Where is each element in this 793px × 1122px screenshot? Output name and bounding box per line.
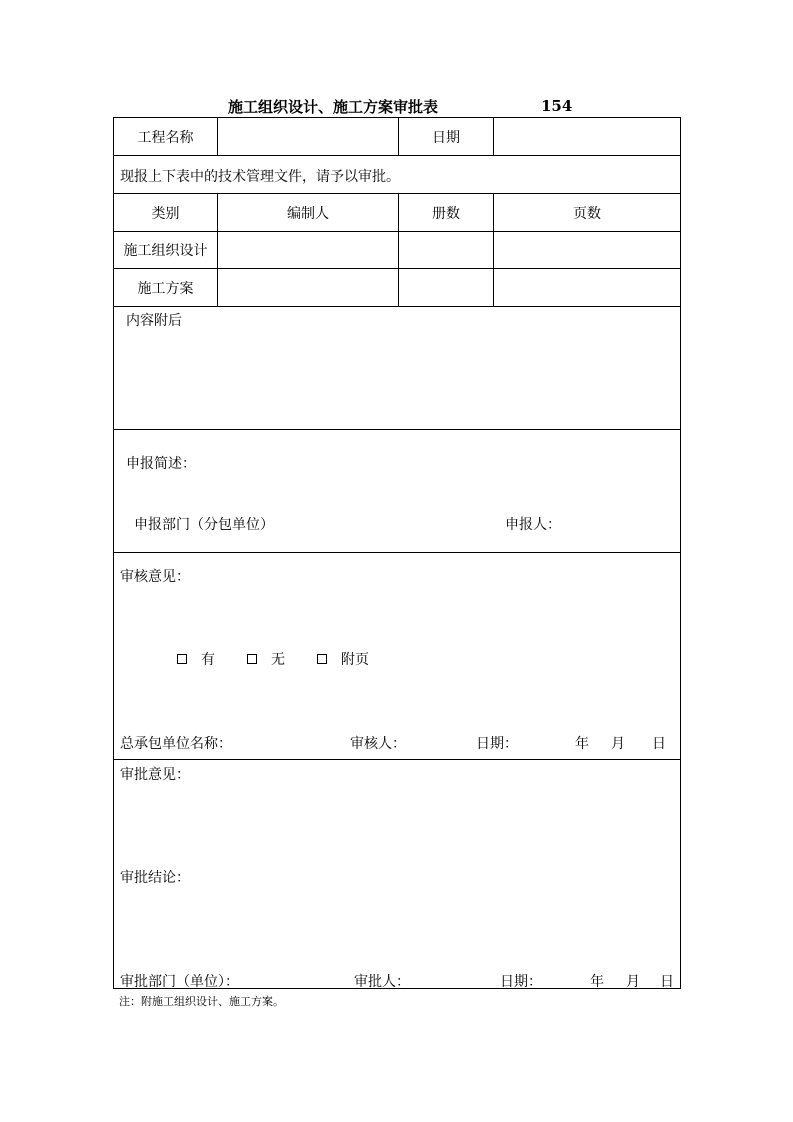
- construction-design-volumes-field[interactable]: [399, 232, 493, 268]
- header-category: 类别: [151, 205, 180, 222]
- date-field[interactable]: [494, 118, 680, 155]
- general-contractor-label: 总承包单位名称：: [120, 736, 232, 752]
- header-pages: 页数: [573, 205, 601, 222]
- construction-plan-pages-field[interactable]: [494, 269, 680, 306]
- section-divider: [114, 552, 680, 553]
- approval-month-label: 月: [626, 974, 640, 990]
- construction-plan-volumes-field[interactable]: [399, 269, 493, 306]
- option-attached-page[interactable]: [317, 649, 369, 669]
- option-yes[interactable]: [177, 649, 215, 669]
- approval-dept-label: 审批部门（单位）：: [120, 974, 239, 990]
- option-yes-label: 有: [201, 652, 215, 668]
- approver-label: 审批人：: [354, 974, 410, 990]
- header-volumes: 册数: [432, 205, 460, 222]
- row-construction-plan: 施工方案: [137, 280, 194, 297]
- option-attached-page-label: 附页: [341, 652, 369, 668]
- project-name-label: 工程名称: [137, 129, 194, 146]
- report-dept-label: 申报部门（分包单位）: [134, 517, 274, 533]
- header-author: 编制人: [287, 205, 329, 222]
- construction-design-author-field[interactable]: [218, 232, 398, 268]
- approval-year-label: 年: [590, 974, 604, 990]
- form-number: 154: [541, 97, 573, 115]
- reviewer-label: 审核人：: [350, 736, 406, 752]
- review-opinion-label: 审核意见：: [120, 569, 190, 585]
- option-no-label: 无: [271, 652, 285, 668]
- review-month-label: 月: [611, 736, 625, 752]
- approval-day-label: 日: [660, 974, 674, 990]
- project-name-field[interactable]: [218, 118, 398, 155]
- construction-plan-author-field[interactable]: [218, 269, 398, 306]
- checkbox-icon[interactable]: [177, 654, 187, 664]
- row-divider: [114, 155, 680, 156]
- approval-conclusion-label: 审批结论：: [120, 870, 190, 886]
- row-construction-design: 施工组织设计: [123, 243, 208, 259]
- form-title: 施工组织设计、施工方案审批表: [228, 98, 439, 116]
- review-year-label: 年: [575, 736, 589, 752]
- section-divider: [114, 759, 680, 760]
- construction-design-pages-field[interactable]: [494, 232, 680, 268]
- section-divider: [114, 429, 680, 430]
- footnote: 注：附施工组织设计、施工方案。: [119, 995, 284, 1008]
- date-label: 日期: [432, 129, 460, 146]
- option-no[interactable]: [247, 649, 285, 669]
- checkbox-icon[interactable]: [247, 654, 257, 664]
- approval-opinion-label: 审批意见：: [120, 767, 190, 783]
- approval-form: [113, 117, 681, 989]
- attachment-label: 内容附后: [126, 313, 182, 329]
- review-day-label: 日: [652, 736, 666, 752]
- reporter-label: 申报人：: [505, 517, 561, 533]
- approval-date-label: 日期：: [500, 974, 542, 990]
- submit-text: 现报上下表中的技术管理文件，请予以审批。: [120, 169, 400, 185]
- checkbox-icon[interactable]: [317, 654, 327, 664]
- row-divider: [114, 306, 680, 307]
- review-date-label: 日期：: [476, 736, 518, 752]
- report-summary-label: 申报简述：: [126, 456, 196, 472]
